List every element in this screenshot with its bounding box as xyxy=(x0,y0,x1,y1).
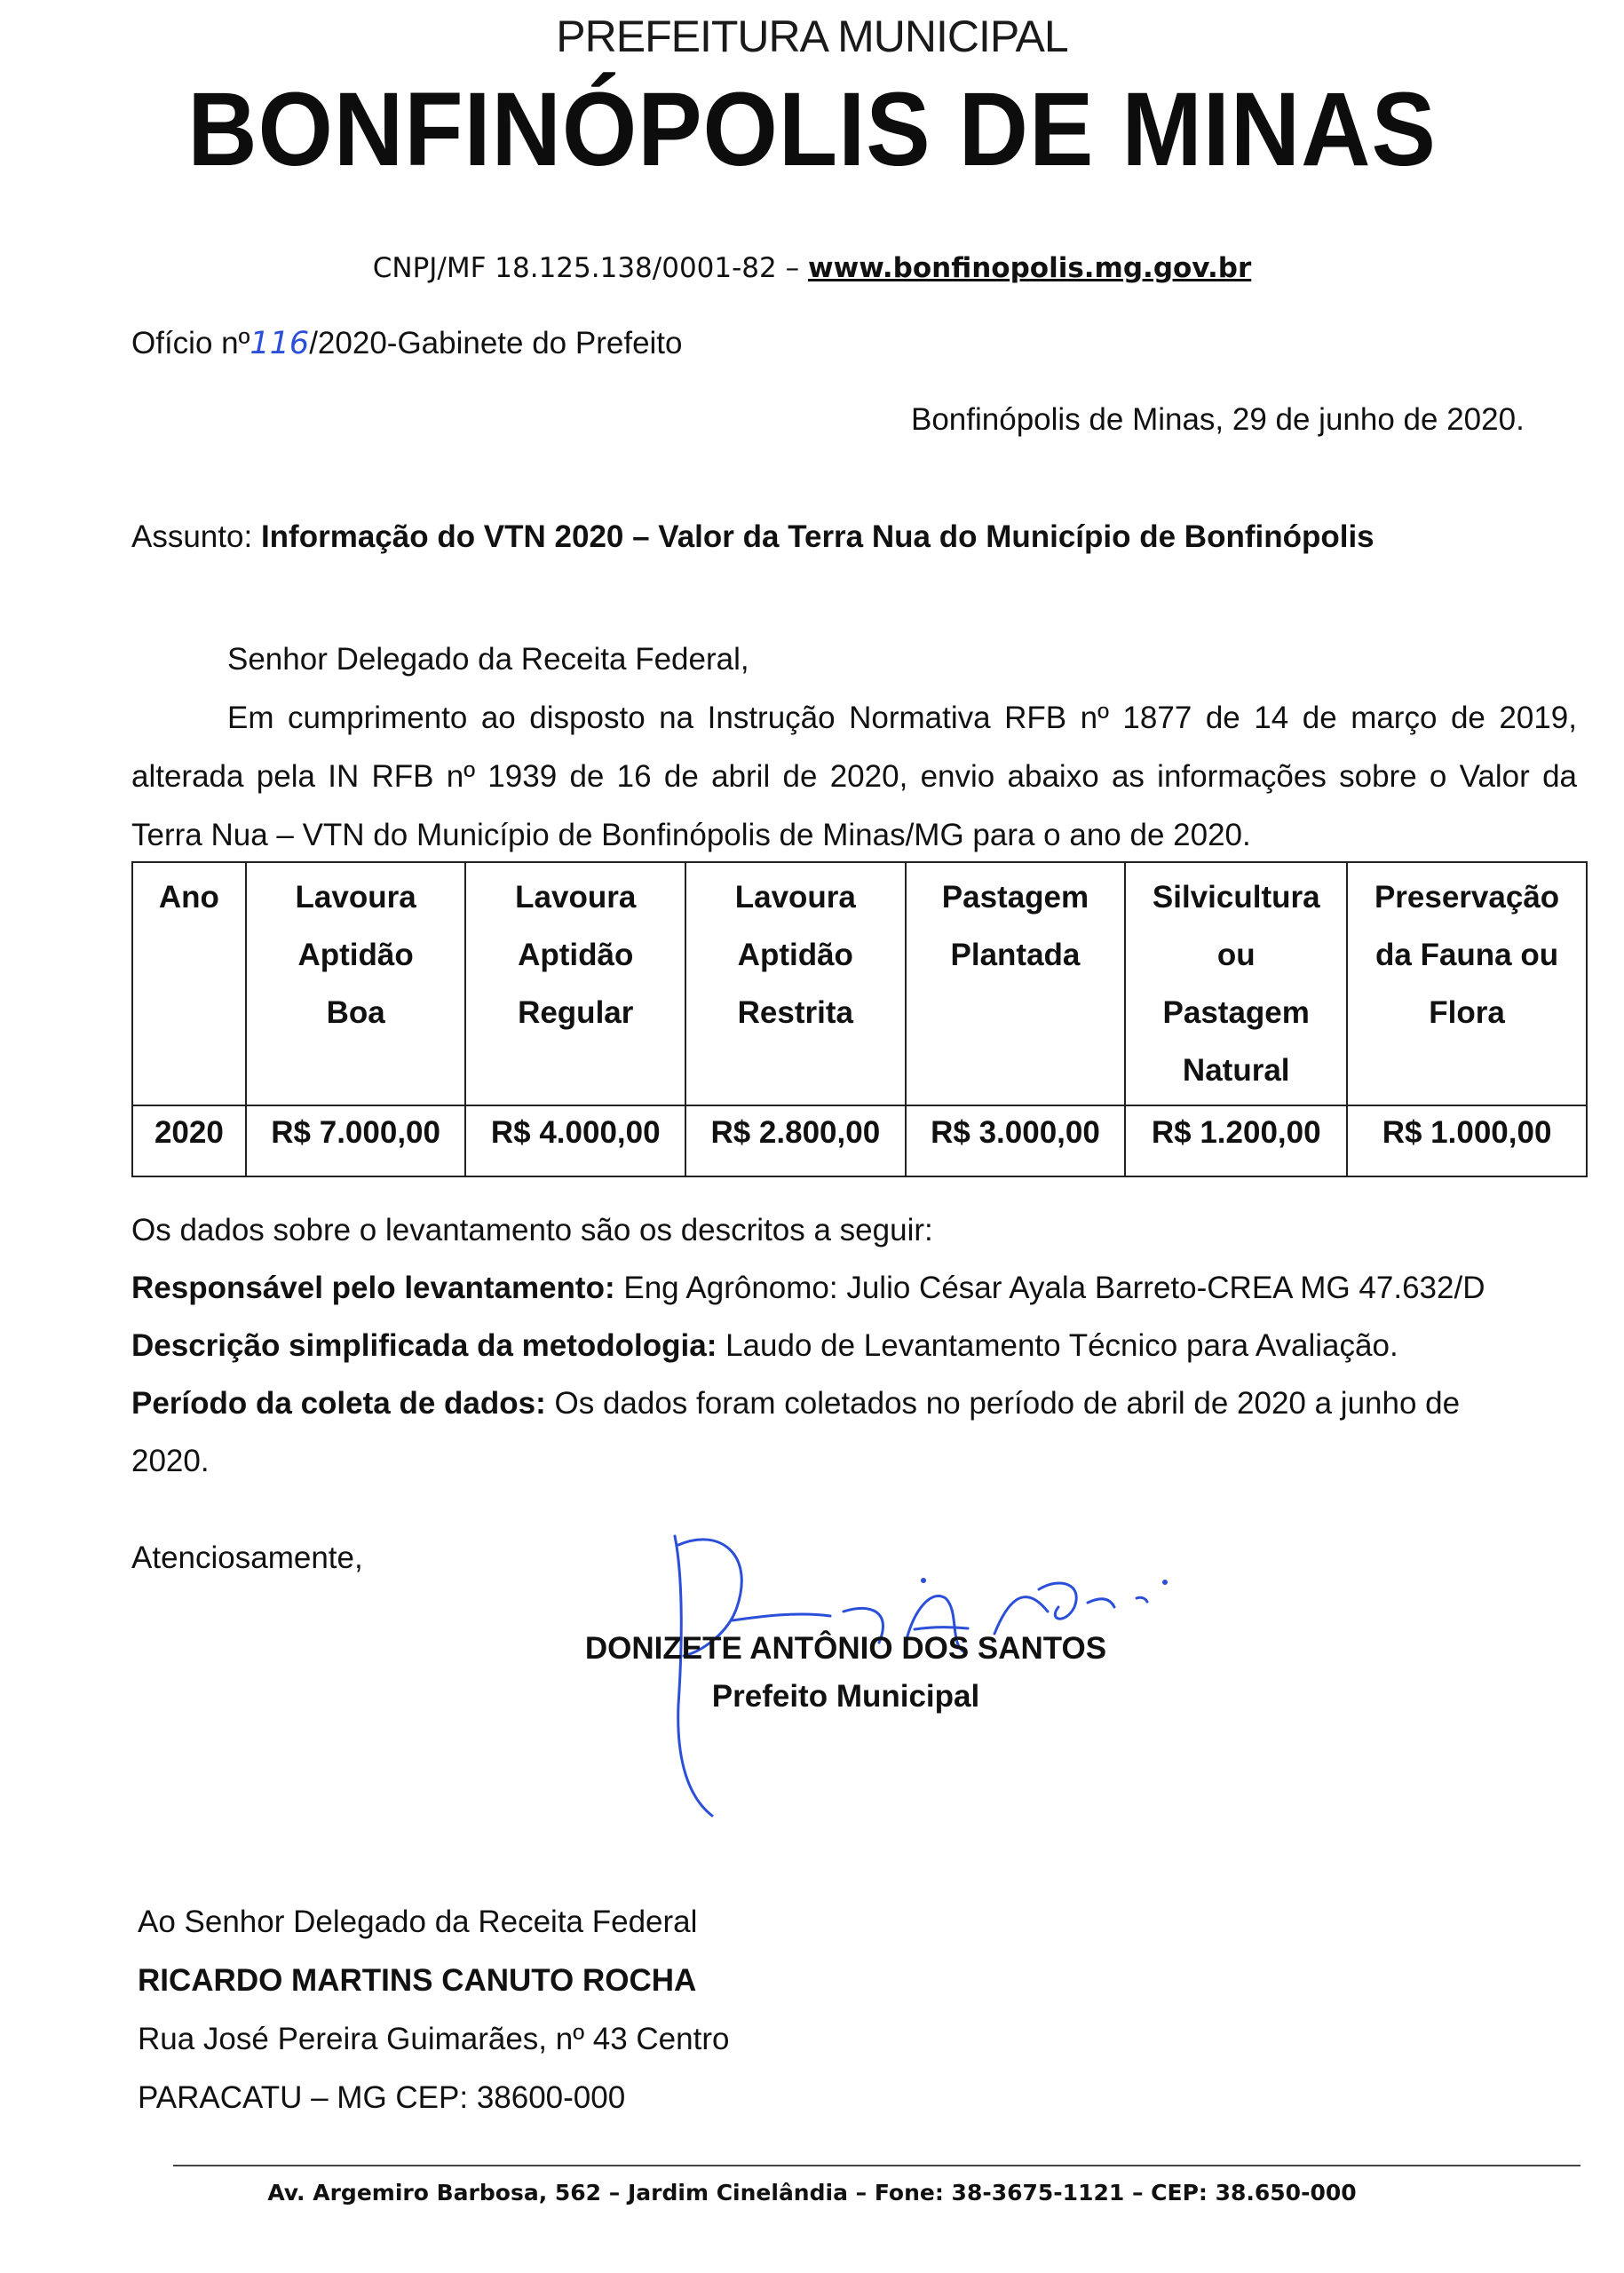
footer-divider xyxy=(173,2165,1580,2166)
header-cell-silvicultura: Silvicultura ou Pastagem Natural xyxy=(1125,862,1347,1105)
cell-lavoura-regular: R$ 4.000,00 xyxy=(465,1105,685,1176)
signatory-role: Prefeito Municipal xyxy=(711,1679,980,1714)
header-top-line: PREFEITURA MUNICIPAL xyxy=(556,12,1068,61)
recipient-name: RICARDO MARTINS CANUTO ROCHA xyxy=(138,1963,697,1998)
periodo-value-line2: 2020. xyxy=(131,1444,210,1478)
subject-line xyxy=(131,519,1374,556)
closing: Atenciosamente, xyxy=(131,1540,363,1575)
oficio-prefix: Ofício nº xyxy=(131,326,250,360)
cell-pastagem-plantada: R$ 3.000,00 xyxy=(906,1105,1126,1176)
date-line: Bonfinópolis de Minas, 29 de junho de 2020. xyxy=(911,402,1525,437)
data-intro: Os dados sobre o levantamento são os descritos a seguir: xyxy=(131,1213,933,1247)
recipient-address: Rua José Pereira Guimarães, nº 43 Centro xyxy=(138,2022,730,2056)
responsavel-line xyxy=(131,1270,1485,1307)
responsavel-value: Eng Agrônomo: Julio César Ayala Barreto-CREA MG 47.632/D xyxy=(623,1271,1485,1305)
header-cell-lavoura-boa: Lavoura Aptidão Boa xyxy=(246,862,466,1105)
header-cell-pastagem-plantada: Pastagem Plantada xyxy=(906,862,1126,1105)
cnpj-text: CNPJ/MF 18.125.138/0001-82 – xyxy=(372,252,800,284)
body-paragraph xyxy=(131,689,1577,865)
cell-lavoura-restrita: R$ 2.800,00 xyxy=(685,1105,906,1176)
salutation: Senhor Delegado da Receita Federal, xyxy=(227,642,749,677)
oficio-line xyxy=(131,325,683,362)
header-cell-ano: Ano xyxy=(132,862,246,1105)
metodologia-label: Descrição simplificada da metodologia: xyxy=(131,1328,717,1363)
table-row xyxy=(132,1105,1587,1176)
header-cnpj-line xyxy=(0,252,1624,284)
body-paragraph-text: Em cumprimento ao disposto na Instrução Normativa RFB nº 1877 de 14 de março de 2019, alterada pela IN RFB nº 1939 de 16 de abril de 2020, envio abaixo as informações sobre o Valor da Terra Nua – VTN do Município de Bonfinópolis de Minas/MG para o ano de 2020. xyxy=(131,701,1577,852)
cell-lavoura-boa: R$ 7.000,00 xyxy=(246,1105,466,1176)
table-header-row xyxy=(132,862,1587,1105)
header-cell-lavoura-regular: Lavoura Aptidão Regular xyxy=(465,862,685,1105)
header-cell-preservacao: Preservação da Fauna ou Flora xyxy=(1347,862,1587,1105)
recipient-line1: Ao Senhor Delegado da Receita Federal xyxy=(138,1905,698,1939)
oficio-handwritten-number: 116 xyxy=(250,326,310,361)
periodo-line xyxy=(131,1385,1460,1422)
header-main-title: BONFINÓPOLIS DE MINAS xyxy=(187,71,1437,188)
metodologia-value: Laudo de Levantamento Técnico para Avaliação. xyxy=(725,1328,1398,1363)
signatory-name: DONIZETE ANTÔNIO DOS SANTOS xyxy=(584,1631,1107,1666)
subject-label: Assunto: xyxy=(131,519,253,554)
header-cell-lavoura-restrita: Lavoura Aptidão Restrita xyxy=(685,862,906,1105)
subject-text: Informação do VTN 2020 – Valor da Terra Nua do Município de Bonfinópolis xyxy=(260,519,1374,554)
website-link[interactable]: www.bonfinopolis.mg.gov.br xyxy=(807,252,1252,284)
responsavel-label: Responsável pelo levantamento: xyxy=(131,1271,615,1305)
vtn-table xyxy=(131,861,1588,1177)
periodo-value-line1: Os dados foram coletados no período de abril de 2020 a junho de xyxy=(554,1386,1461,1421)
oficio-suffix: /2020-Gabinete do Prefeito xyxy=(309,326,683,360)
footer-address: Av. Argemiro Barbosa, 562 – Jardim Cinelândia – Fone: 38-3675-1121 – CEP: 38.650-000 xyxy=(267,2180,1357,2206)
periodo-label: Período da coleta de dados: xyxy=(131,1386,546,1421)
metodologia-line xyxy=(131,1327,1398,1365)
cell-ano: 2020 xyxy=(132,1105,246,1176)
cell-preservacao: R$ 1.000,00 xyxy=(1347,1105,1587,1176)
recipient-city: PARACATU – MG CEP: 38600-000 xyxy=(138,2080,626,2115)
cell-silvicultura: R$ 1.200,00 xyxy=(1125,1105,1347,1176)
